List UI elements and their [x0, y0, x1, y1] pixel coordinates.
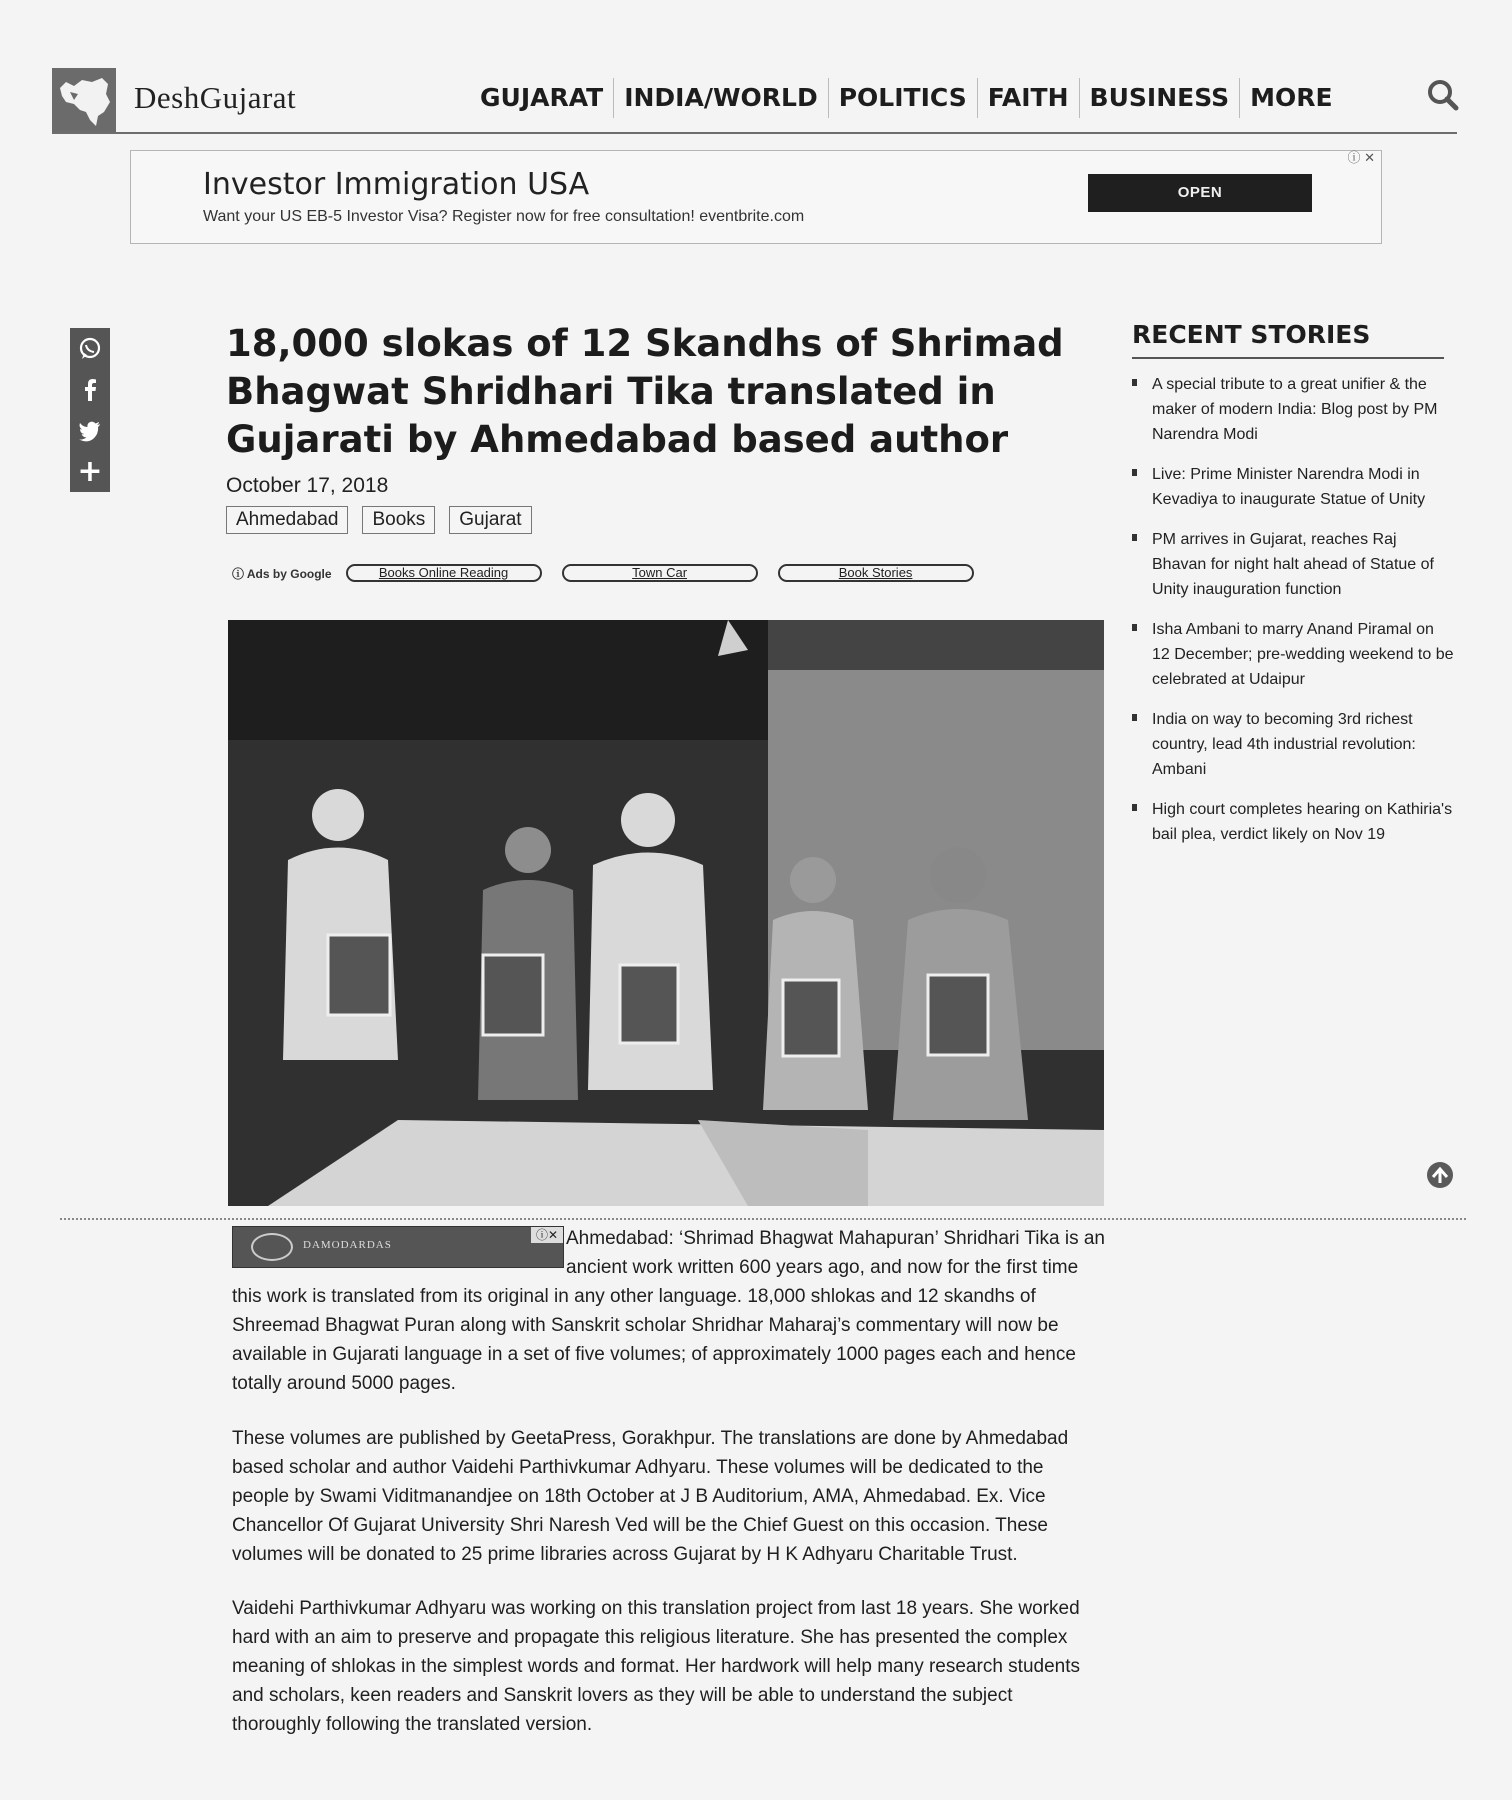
- nav-business[interactable]: BUSINESS: [1079, 78, 1240, 118]
- article-paragraph-1: this work is translated from its original in any other language. 18,000 shlokas and 12 skandhs of Shreemad Bhagwat Puran along with Sanskrit scholar Shridhar Maharaj’s commentary will now be available in Gujarati language in a set of five volumes; of approximately 1000 pages each and hence totally around 5000 pages.: [232, 1286, 1076, 1394]
- article-tags: [226, 506, 532, 534]
- recent-story-link[interactable]: High court completes hearing on Kathiria's bail plea, verdict likely on Nov 19: [1132, 797, 1454, 847]
- nav-faith[interactable]: FAITH: [977, 78, 1079, 118]
- article-photo: [228, 620, 1104, 1206]
- ad-banner[interactable]: [130, 150, 1382, 244]
- twitter-icon: [77, 418, 103, 444]
- twitter-share-button[interactable]: [70, 410, 110, 451]
- tag-gujarat[interactable]: Gujarat: [449, 506, 531, 534]
- inline-ad[interactable]: [232, 1226, 564, 1268]
- search-icon[interactable]: [1426, 78, 1460, 112]
- tag-ahmedabad[interactable]: Ahmedabad: [226, 506, 348, 534]
- ad-open-button[interactable]: OPEN: [1088, 174, 1312, 212]
- nav-politics[interactable]: POLITICS: [828, 78, 977, 118]
- adchoices-icon[interactable]: ⓘ ✕: [1347, 150, 1375, 165]
- facebook-share-button[interactable]: [70, 369, 110, 410]
- recent-stories-list: [1132, 372, 1454, 862]
- ad-link-town-car[interactable]: Town Car: [562, 564, 758, 582]
- site-name[interactable]: DeshGujarat: [134, 80, 297, 115]
- ad-link-books-online-reading[interactable]: Books Online Reading: [346, 564, 542, 582]
- article-title: 18,000 slokas of 12 Skandhs of Shrimad Bhagwat Shridhari Tika translated in Gujarati by Ahmedabad based author: [226, 322, 1064, 461]
- recent-story-link[interactable]: Live: Prime Minister Narendra Modi in Kevadiya to inaugurate Statue of Unity: [1132, 462, 1454, 512]
- ad-description: Want your US EB-5 Investor Visa? Register now for free consultation! eventbrite.com: [203, 208, 805, 225]
- recent-story-link[interactable]: A special tribute to a great unifier & the maker of modern India: Blog post by PM Narendra Modi: [1132, 372, 1454, 447]
- ad-title[interactable]: Investor Immigration USA: [203, 167, 590, 202]
- site-logo[interactable]: [52, 68, 116, 132]
- recent-story-link[interactable]: PM arrives in Gujarat, reaches Raj Bhavan for night halt ahead of Statue of Unity inauguration function: [1132, 527, 1454, 602]
- article-paragraph-1-lead: Ahmedabad: ‘Shrimad Bhagwat Mahapuran’ Shridhari Tika is an ancient work written 600 years ago, and now for the first time: [566, 1228, 1105, 1278]
- ad-link-book-stories[interactable]: Book Stories: [778, 564, 974, 582]
- google-ad-links: [232, 564, 994, 582]
- inline-ad-close-icon[interactable]: ⓘ✕: [531, 1227, 563, 1243]
- tag-books[interactable]: Books: [362, 506, 435, 534]
- book-launch-photo: [228, 620, 1104, 1206]
- article-paragraph-2: These volumes are published by GeetaPress, Gorakhpur. The translations are done by Ahmedabad based scholar and author Vaidehi Parthivkumar Adhyaru. These volumes will be dedicated to the people by Swami Viditmanandjee on 18th October at J B Auditorium, AMA, Ahmedabad. Ex. Vice Chancellor Of Gujarat University Shri Naresh Ved will be the Chief Guest on this occasion. These volumes will be donated to 25 prime libraries across Gujarat by H K Adhyaru Charitable Trust.: [232, 1428, 1069, 1565]
- nav-india-world[interactable]: INDIA/WORLD: [613, 78, 828, 118]
- main-nav: [470, 78, 1343, 118]
- facebook-icon: [77, 377, 103, 403]
- back-to-top-icon[interactable]: [1425, 1160, 1455, 1190]
- more-share-button[interactable]: +: [77, 454, 103, 489]
- whatsapp-icon: [77, 336, 103, 362]
- ads-by-google-label: ⓘ Ads by Google: [232, 566, 332, 581]
- recent-story-link[interactable]: India on way to becoming 3rd richest country, lead 4th industrial revolution: Ambani: [1132, 707, 1454, 782]
- gujarat-map-logo-icon: [52, 68, 116, 132]
- article-date: October 17, 2018: [226, 474, 389, 497]
- recent-stories-heading: RECENT STORIES: [1132, 320, 1444, 359]
- site-header: [52, 66, 1457, 134]
- recent-story-link[interactable]: Isha Ambani to marry Anand Piramal on 12 December; pre-wedding weekend to be celebrated at Udaipur: [1132, 617, 1454, 692]
- share-rail: [70, 328, 110, 492]
- ad-seal-logo: [251, 1233, 293, 1261]
- article-paragraph-3: Vaidehi Parthivkumar Adhyaru was working on this translation project from last 18 years. She worked hard with an aim to preserve and propagate this religious literature. She has presented the complex meaning of shlokas in the simplest words and format. Her hardwork will help many research students and scholars, keen readers and Sanskrit lovers as they will be able to understand the subject thoroughly following the translated version.: [232, 1598, 1080, 1735]
- inline-ad-brand: DAMODARDAS: [303, 1239, 392, 1251]
- whatsapp-share-button[interactable]: [70, 328, 110, 369]
- nav-more[interactable]: MORE: [1239, 78, 1342, 118]
- section-divider: [60, 1218, 1466, 1220]
- nav-gujarat[interactable]: GUJARAT: [480, 83, 604, 112]
